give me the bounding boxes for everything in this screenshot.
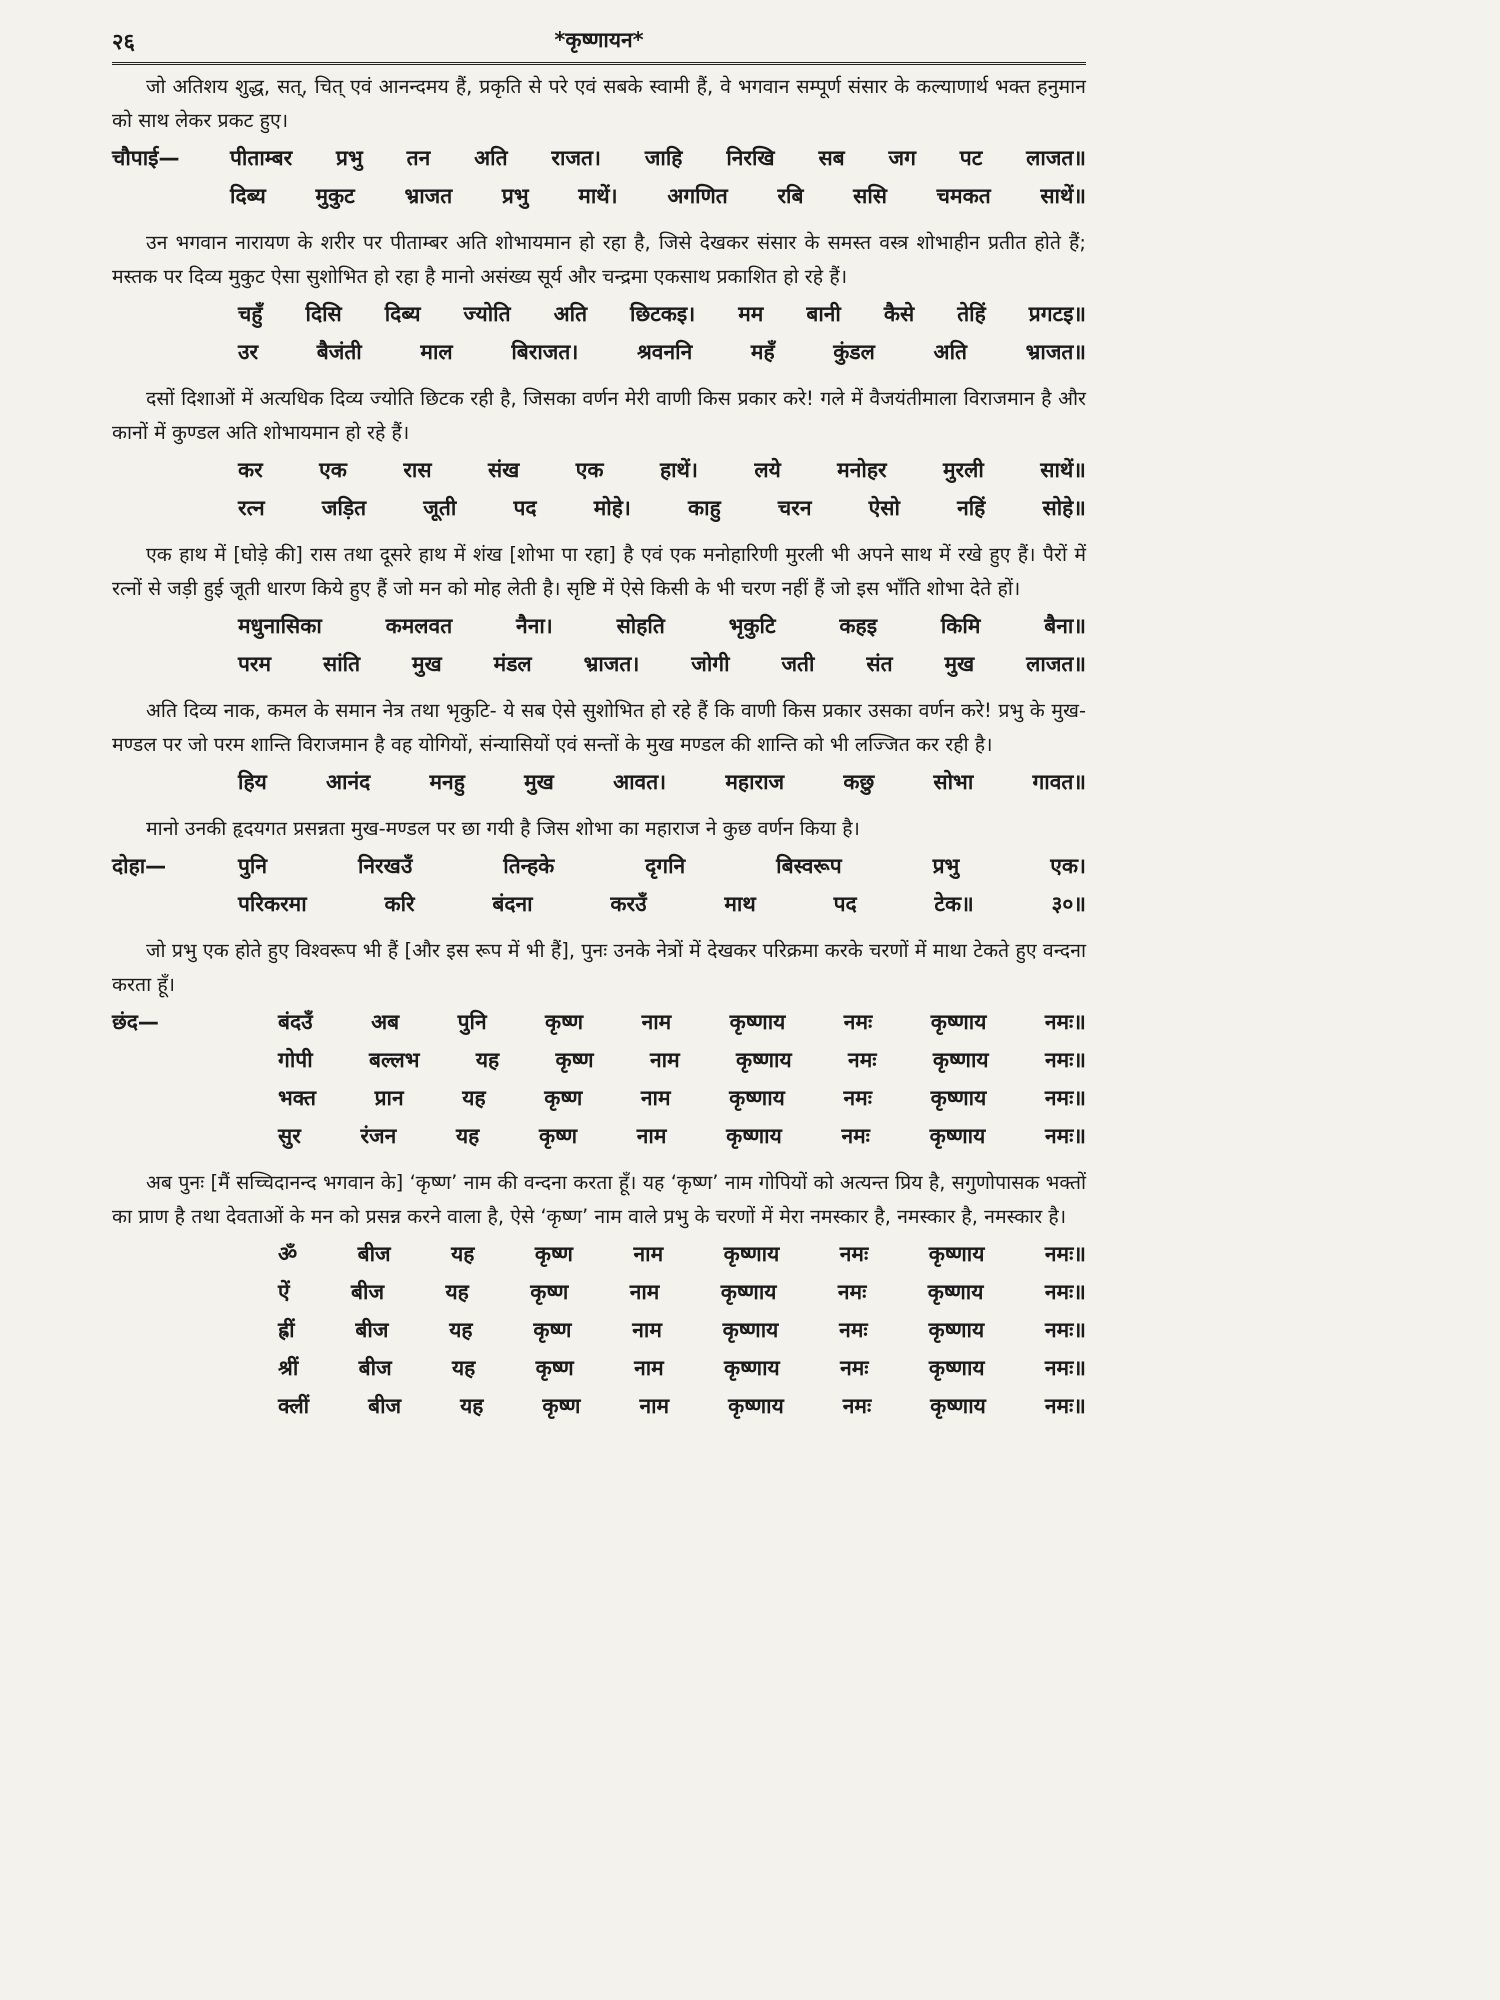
verse-word: चहुँ	[238, 302, 263, 326]
verse-word: मुरली	[943, 458, 984, 482]
verse-word: कृष्ण	[533, 1318, 572, 1342]
verse-word: श्रवननि	[636, 340, 693, 364]
verse-word: भ्राजत	[404, 184, 453, 208]
verse-block	[112, 1008, 1086, 1160]
verse-line	[238, 612, 1086, 640]
verse-word: जग	[888, 146, 916, 170]
verse-word: यह	[449, 1318, 473, 1342]
verse-row	[112, 852, 1086, 890]
verse-word: बंदना	[492, 892, 533, 916]
verse-word: एक।	[1050, 854, 1086, 878]
verse-word: जाहि	[644, 146, 683, 170]
verse-word: मुकुट	[315, 184, 355, 208]
verse-line	[230, 182, 1086, 210]
verse-word: भृकुटि	[728, 614, 776, 638]
verse-word: कृष्ण	[555, 1048, 594, 1072]
verse-word: नमः॥	[1044, 1086, 1086, 1110]
verse-word: पुनि	[457, 1010, 487, 1034]
verse-word: आवत।	[613, 770, 667, 794]
verse-word: नाम	[634, 1356, 664, 1380]
verse-word: पीताम्बर	[230, 146, 293, 170]
verse-word: रत्न	[238, 496, 265, 520]
verse-line	[238, 338, 1086, 366]
verse-word: बीज	[357, 1242, 391, 1266]
verse-line	[278, 1122, 1086, 1150]
verse-word: साथें॥	[1040, 458, 1086, 482]
verse-word: एक	[575, 458, 604, 482]
running-title: *कृष्णायन*	[554, 28, 644, 52]
verse-word: निरखि	[726, 146, 775, 170]
verse-row	[112, 494, 1086, 532]
verse-word: चमकत	[936, 184, 991, 208]
verse-word: ३०॥	[1051, 892, 1086, 916]
verse-row	[112, 768, 1086, 806]
verse-word: अति	[474, 146, 508, 170]
prose-paragraph: दसों दिशाओं में अत्यधिक दिव्य ज्योति छिटक रही है, जिसका वर्णन मेरी वाणी किस प्रकार करे! गले में वैजयंतीमाला विराजमान है और कानों में कुण्डल अति शोभायमान हो रहे हैं।	[112, 387, 1086, 444]
verse-word: परम	[238, 652, 272, 676]
verse-word: कृष्णाय	[723, 1242, 780, 1266]
verse-word: कृष्णाय	[726, 1124, 782, 1148]
verse-row	[112, 456, 1086, 494]
verse-word: अगणित	[667, 184, 728, 208]
verse-word: कृष्ण	[545, 1010, 584, 1034]
verse-word: माथ	[724, 892, 756, 916]
verse-word: नैना।	[516, 614, 553, 638]
verse-row	[112, 650, 1086, 688]
verse-line	[278, 1392, 1086, 1420]
verse-word: नमः॥	[1044, 1124, 1086, 1148]
verse-word: कृष्णाय	[928, 1318, 985, 1342]
verse-word: परिकरमा	[238, 892, 307, 916]
verse-row	[112, 300, 1086, 338]
verse-word: बिस्वरूप	[776, 854, 842, 878]
verse-word: संख	[487, 458, 520, 482]
verse-word: कैसे	[883, 302, 915, 326]
verse-word: हिय	[238, 770, 267, 794]
verse-word: बीज	[351, 1280, 385, 1304]
verse-word: महाराज	[725, 770, 785, 794]
verse-word: नमः	[839, 1318, 868, 1342]
verse-line	[278, 1008, 1086, 1036]
verse-word: गोपी	[278, 1048, 313, 1072]
verse-row	[112, 1392, 1086, 1430]
verse-word: माथें।	[578, 184, 618, 208]
verse-word: बानी	[806, 302, 841, 326]
verse-word: सब	[818, 146, 845, 170]
verse-word: करि	[384, 892, 415, 916]
verse-word: यह	[451, 1242, 475, 1266]
verse-line	[238, 852, 1086, 880]
verse-word: नमः	[839, 1242, 869, 1266]
verse-word: पद	[833, 892, 857, 916]
verse-row	[112, 1046, 1086, 1084]
verse-block	[112, 144, 1086, 220]
verse-word: करउँ	[610, 892, 647, 916]
verse-word: नमः	[842, 1394, 872, 1418]
verse-word: मनोहर	[837, 458, 887, 482]
verse-word: प्रभु	[932, 854, 960, 878]
verse-word: कृष्णाय	[735, 1048, 792, 1072]
verse-word: माल	[420, 340, 453, 364]
verse-word: ऐसो	[868, 496, 900, 520]
verse-word: श्रीं	[278, 1356, 299, 1380]
verse-word: नाम	[633, 1242, 664, 1266]
verse-word: भ्राजत।	[583, 652, 640, 676]
verse-word: गावत॥	[1032, 770, 1086, 794]
verse-word: कमलवत	[385, 614, 453, 638]
verse-word: नाम	[649, 1048, 680, 1072]
verse-block	[112, 612, 1086, 688]
verse-word: बैजंती	[316, 340, 362, 364]
verse-word: ऐं	[278, 1280, 290, 1304]
verse-word: अति	[553, 302, 588, 326]
verse-word: सोहे॥	[1042, 496, 1086, 520]
verse-row	[112, 182, 1086, 220]
verse-word: नहिं	[957, 496, 986, 520]
verse-line	[278, 1316, 1086, 1344]
verse-word: क्लीं	[278, 1394, 310, 1418]
verse-block	[112, 852, 1086, 928]
verse-word: कृष्णाय	[929, 1124, 986, 1148]
verse-line	[278, 1084, 1086, 1112]
verse-row	[112, 1316, 1086, 1354]
verse-row	[112, 890, 1086, 928]
verse-word: कृष्णाय	[927, 1280, 984, 1304]
verse-word: ॐ	[278, 1242, 298, 1266]
verse-word: रबि	[777, 184, 804, 208]
verse-word: रास	[403, 458, 432, 482]
verse-word: यह	[460, 1394, 484, 1418]
verse-word: नमः	[837, 1280, 867, 1304]
verse-label: चौपाई—	[112, 146, 180, 170]
verse-word: प्रभु	[501, 184, 529, 208]
verse-word: प्रगटइ॥	[1028, 302, 1086, 326]
verse-word: नाम	[636, 1124, 667, 1148]
verse-word: मुख	[944, 652, 975, 676]
verse-word: हाथें।	[659, 458, 698, 482]
verse-word: मुख	[411, 652, 442, 676]
verse-word: प्रभु	[336, 146, 363, 170]
verse-line	[238, 890, 1086, 918]
verse-word: कृष्ण	[530, 1280, 569, 1304]
prose-paragraph: जो अतिशय शुद्ध, सत्, चित् एवं आनन्दमय हैं, प्रकृति से परे एवं सबके स्वामी हैं, वे भगवान सम्पूर्ण संसार के कल्याणार्थ भक्त हनुमान को साथ लेकर प्रकट हुए।	[112, 75, 1086, 132]
verse-word: कृष्णाय	[728, 1394, 784, 1418]
verse-word: बिराजत।	[511, 340, 579, 364]
verse-line	[278, 1046, 1086, 1074]
verse-row	[112, 1008, 1086, 1046]
verse-label: दोहा—	[112, 854, 167, 878]
verse-word: कृष्णाय	[724, 1356, 780, 1380]
verse-block	[112, 300, 1086, 376]
verse-word: कर	[238, 458, 263, 482]
verse-word: जड़ित	[321, 496, 367, 520]
verse-word: साथें॥	[1040, 184, 1086, 208]
verse-word: यह	[462, 1086, 486, 1110]
verse-line	[278, 1278, 1086, 1306]
verse-word: अब	[371, 1010, 400, 1034]
verse-label: छंद—	[112, 1010, 159, 1034]
page-content	[112, 68, 1086, 1436]
verse-row	[112, 338, 1086, 376]
verse-word: सांति	[323, 652, 361, 676]
verse-word: दिब्य	[230, 184, 266, 208]
verse-block	[112, 768, 1086, 806]
verse-word: काहु	[688, 496, 721, 520]
verse-word: कृष्ण	[538, 1124, 578, 1148]
verse-word: जती	[781, 652, 815, 676]
verse-word: नाम	[641, 1010, 672, 1034]
verse-word: बंदउँ	[278, 1010, 313, 1034]
verse-block	[112, 456, 1086, 532]
verse-word: मोहे।	[593, 496, 631, 520]
verse-row	[112, 1084, 1086, 1122]
verse-word: लाजत॥	[1026, 652, 1086, 676]
verse-word: नाम	[640, 1086, 671, 1110]
verse-word: यह	[445, 1280, 469, 1304]
verse-word: कछु	[843, 770, 875, 794]
verse-word: सोहति	[616, 614, 665, 638]
verse-word: कृष्णाय	[930, 1394, 986, 1418]
verse-word: कृष्णाय	[930, 1086, 987, 1110]
verse-row	[112, 1278, 1086, 1316]
verse-word: कृष्णाय	[729, 1010, 786, 1034]
verse-line	[238, 494, 1086, 522]
verse-word: आनंद	[326, 770, 371, 794]
verse-line	[278, 1354, 1086, 1382]
verse-word: कृष्णाय	[932, 1048, 989, 1072]
verse-word: नमः॥	[1044, 1010, 1086, 1034]
prose-paragraph: अब पुनः [मैं सच्चिदानन्द भगवान के] ‘कृष्ण’ नाम की वन्दना करता हूँ। यह ‘कृष्ण’ नाम गोपियों को अत्यन्त प्रिय है, सगुणोपासक भक्तों का प्राण है तथा देवताओं के मन को प्रसन्न करने वाला है, ऐसे ‘कृष्ण’ नाम वाले प्रभु के चरणों में मेरा नमस्कार है, नमस्कार है, नमस्कार है।	[112, 1171, 1086, 1228]
verse-word: बीज	[358, 1356, 392, 1380]
verse-line	[230, 144, 1086, 172]
verse-word: भ्राजत॥	[1025, 340, 1086, 364]
verse-word: नाम	[639, 1394, 670, 1418]
page-header	[112, 22, 1086, 65]
verse-word: बल्लभ	[369, 1048, 420, 1072]
prose-paragraph: अति दिव्य नाक, कमल के समान नेत्र तथा भृकुटि- ये सब ऐसे सुशोभित हो रहे हैं कि वाणी किस प्रकार उसका वर्णन करे! प्रभु के मुख-मण्डल पर जो परम शान्ति विराजमान है वह योगियों, संन्यासियों एवं सन्तों के मुख मण्डल की शान्ति को भी लज्जित कर रही है।	[112, 699, 1086, 756]
verse-word: सुर	[278, 1124, 301, 1148]
verse-word: नमः	[841, 1124, 870, 1148]
verse-word: पद	[513, 496, 537, 520]
verse-word: मम	[738, 302, 764, 326]
verse-word: कृष्ण	[544, 1086, 583, 1110]
verse-word: निरखउँ	[357, 854, 413, 878]
verse-line	[238, 300, 1086, 328]
verse-word: दिब्य	[384, 302, 421, 326]
verse-word: कृष्ण	[535, 1356, 574, 1380]
verse-word: नमः	[843, 1086, 872, 1110]
verse-word: ज्योति	[463, 302, 511, 326]
verse-row	[112, 1240, 1086, 1278]
verse-word: अति	[933, 340, 967, 364]
prose-paragraph: मानो उनकी हृदयगत प्रसन्नता मुख-मण्डल पर छा गयी है जिस शोभा का महाराज ने कुछ वर्णन किया है।	[146, 817, 860, 840]
verse-word: कृष्णाय	[928, 1242, 985, 1266]
verse-word: बीज	[368, 1394, 402, 1418]
verse-word: राजत।	[551, 146, 601, 170]
verse-word: सोभा	[933, 770, 974, 794]
verse-word: नाम	[632, 1318, 662, 1342]
verse-word: लाजत॥	[1026, 146, 1086, 170]
verse-word: जोगी	[691, 652, 730, 676]
verse-word: नमः	[848, 1048, 877, 1072]
verse-line	[278, 1240, 1086, 1268]
verse-word: प्रान	[374, 1086, 404, 1110]
verse-word: कुंडल	[833, 340, 875, 364]
verse-word: संत	[866, 652, 893, 676]
prose-paragraph: जो प्रभु एक होते हुए विश्वरूप भी हैं [और इस रूप में भी हैं], पुनः उनके नेत्रों में देखकर परिक्रमा करके चरणों में माथा टेकते हुए वन्दना करता हूँ।	[112, 939, 1086, 996]
verse-word: कृष्ण	[534, 1242, 573, 1266]
verse-word: चरन	[777, 496, 812, 520]
verse-row	[112, 1354, 1086, 1392]
verse-line	[238, 650, 1086, 678]
verse-word: नमः॥	[1044, 1048, 1086, 1072]
verse-word: तेहिं	[957, 302, 986, 326]
verse-word: नमः॥	[1044, 1318, 1086, 1342]
verse-word: यह	[451, 1356, 476, 1380]
verse-word: नमः॥	[1044, 1280, 1086, 1304]
verse-word: भक्त	[278, 1086, 316, 1110]
verse-word: यह	[475, 1048, 500, 1072]
verse-word: बीज	[355, 1318, 389, 1342]
verse-word: कृष्ण	[542, 1394, 581, 1418]
verse-word: नमः	[843, 1010, 873, 1034]
verse-word: कृष्णाय	[729, 1086, 785, 1110]
verse-word: टेक॥	[934, 892, 974, 916]
verse-line	[238, 768, 1086, 796]
verse-word: कृष्णाय	[930, 1010, 987, 1034]
verse-word: पट	[959, 146, 983, 170]
verse-word: तन	[406, 146, 431, 170]
prose-paragraph: उन भगवान नारायण के शरीर पर पीताम्बर अति शोभायमान हो रहा है, जिसे देखकर संसार के समस्त वस्त्र शोभाहीन प्रतीत होते हैं; मस्तक पर दिव्य मुकुट ऐसा सुशोभित हो रहा है मानो असंख्य सूर्य और चन्द्रमा एकसाथ प्रकाशित हो रहे हैं।	[112, 231, 1086, 288]
verse-word: ससि	[853, 184, 887, 208]
verse-word: यह	[455, 1124, 480, 1148]
verse-word: नाम	[629, 1280, 660, 1304]
verse-line	[238, 456, 1086, 484]
verse-word: रंजन	[360, 1124, 397, 1148]
verse-word: पुनि	[238, 854, 268, 878]
verse-word: कृष्णाय	[720, 1280, 777, 1304]
verse-row	[112, 144, 1086, 182]
verse-word: नमः॥	[1044, 1394, 1086, 1418]
verse-word: मनहु	[429, 770, 465, 794]
verse-word: छिटकइ।	[630, 302, 696, 326]
verse-word: किमि	[940, 614, 981, 638]
verse-word: दिसि	[305, 302, 342, 326]
verse-word: मुख	[524, 770, 554, 794]
verse-word: जूती	[423, 496, 457, 520]
verse-block	[112, 1240, 1086, 1430]
verse-word: तिन्हके	[503, 854, 555, 878]
verse-word: लये	[754, 458, 781, 482]
verse-word: एक	[319, 458, 347, 482]
verse-word: मधुनासिका	[238, 614, 322, 638]
verse-word: कृष्णाय	[722, 1318, 779, 1342]
verse-word: कृष्णाय	[928, 1356, 985, 1380]
verse-word: मंडल	[493, 652, 532, 676]
verse-row	[112, 612, 1086, 650]
verse-word: ह्रीं	[278, 1318, 295, 1342]
verse-word: नमः॥	[1044, 1242, 1086, 1266]
verse-word: कहइ	[839, 614, 878, 638]
verse-word: महँ	[750, 340, 775, 364]
verse-word: उर	[238, 340, 259, 364]
page-number: २६	[112, 30, 135, 55]
verse-row	[112, 1122, 1086, 1160]
verse-word: बैना॥	[1044, 614, 1086, 638]
verse-word: नमः॥	[1044, 1356, 1086, 1380]
verse-word: दृगनि	[645, 854, 686, 878]
prose-paragraph: एक हाथ में [घोड़े की] रास तथा दूसरे हाथ में शंख [शोभा पा रहा] है एवं एक मनोहारिणी मुरली भी अपने साथ में रखे हुए हैं। पैरों में रत्नों से जड़ी हुई जूती धारण किये हुए हैं जो मन को मोह लेती है। सृष्टि में ऐसे किसी के भी चरण नहीं हैं जो इस भाँति शोभा देते हों।	[112, 543, 1086, 600]
verse-word: नमः	[840, 1356, 869, 1380]
